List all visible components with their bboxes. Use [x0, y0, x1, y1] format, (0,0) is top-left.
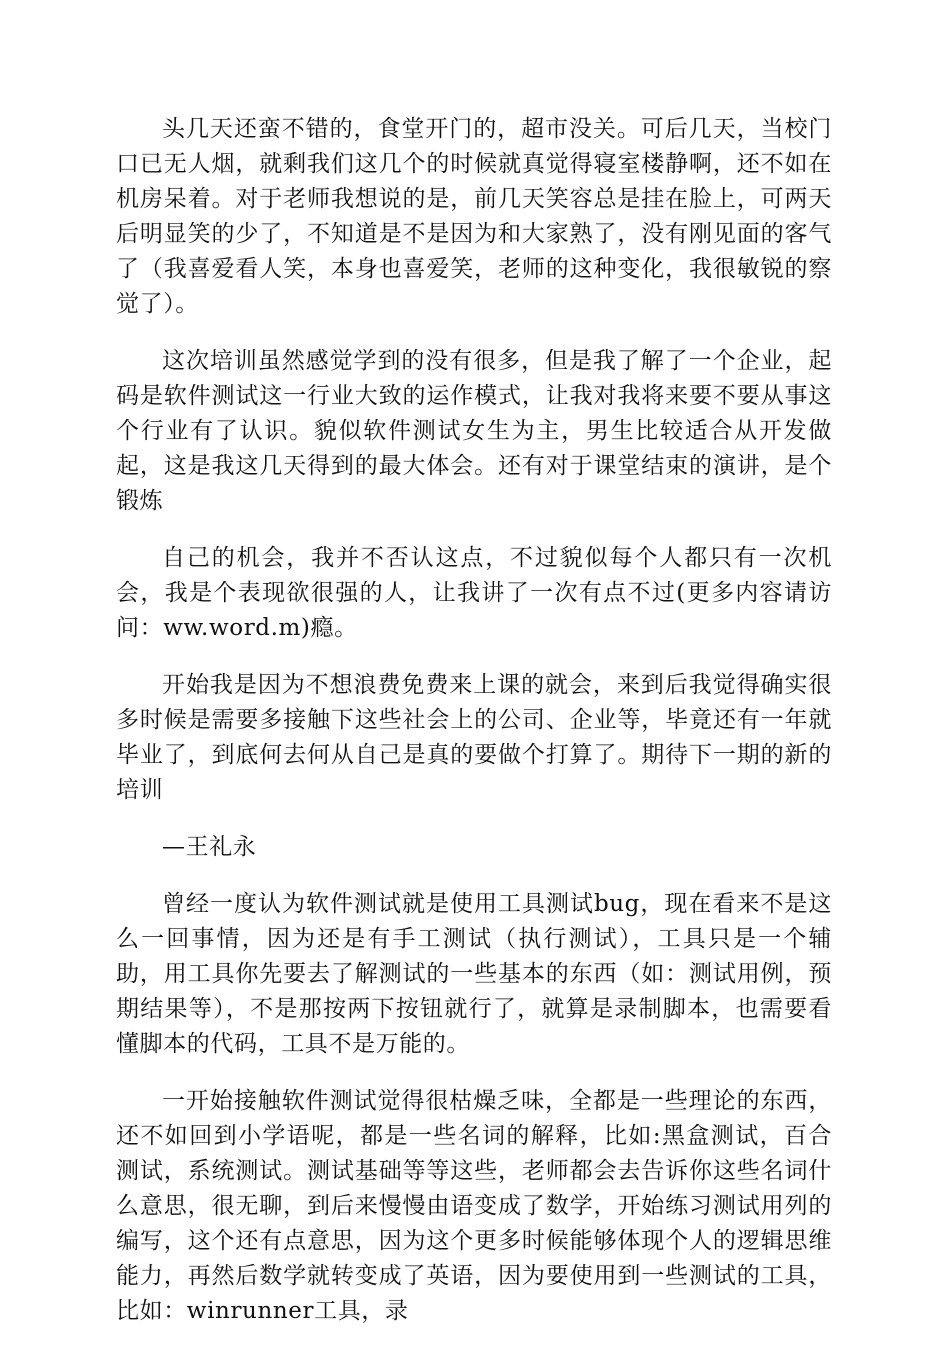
paragraph-1: 头几天还蛮不错的，食堂开门的，超市没关。可后几天，当校门口已无人烟，就剩我们这几个的时候就真觉得寝室楼静啊，还不如在机房呆着。对于老师我想说的是，前几天笑容总是挂在脸上，可两天后明显笑的少了，不知道是不是因为和大家熟了，没有刚见面的客气了（我喜爱看人笑，本身也喜爱笑，老师的这种变化，我很敏锐的察觉了）。: [116, 116, 832, 317]
document-body: [116, 112, 832, 1351]
paragraph-2: 这次培训虽然感觉学到的没有很多，但是我了解了一个企业，起码是软件测试这一行业大致的运作模式，让我对我将来要不要从事这个行业有了认识。貌似软件测试女生为主，男生比较适合从开发做起，这是我这几天得到的最大体会。还有对于课堂结束的演讲，是个锻炼: [116, 348, 832, 514]
author-signature: —王礼永: [162, 834, 257, 860]
paragraph-5: 曾经一度认为软件测试就是使用工具测试bug，现在看来不是这么一回事情，因为还是有手工测试（执行测试），工具只是一个辅助，用工具你先要去了解测试的一些基本的东西（如：测试用例，预期结果等），不是那按两下按钮就行了，就算是录制脚本，也需要看懂脚本的代码，工具不是万能的。: [116, 891, 832, 1057]
paragraph-6: 一开始接触软件测试觉得很枯燥乏味，全都是一些理论的东西，还不如回到小学语呢，都是一些名词的解释，比如:黑盒测试，百合测试，系统测试。测试基础等等这些，老师都会去告诉你这些名词什么意思，很无聊，到后来慢慢由语变成了数学，开始练习测试用列的编写，这个还有点意思，因为这个更多时候能够体现个人的逻辑思维能力，再然后数学就转变成了英语，因为要使用到一些测试的工具，比如：winrunner工具，录: [116, 1088, 832, 1324]
paragraph-3: 自己的机会，我并不否认这点，不过貌似每个人都只有一次机会，我是个表现欲很强的人，让我讲了一次有点不过(更多内容请访问：ww.word.m)瘾。: [116, 545, 832, 641]
paragraph-4: 开始我是因为不想浪费免费来上课的就会，来到后我觉得确实很多时候是需要多接触下这些社会上的公司、企业等，毕竟还有一年就毕业了，到底何去何从自己是真的要做个打算了。期待下一期的新的培训: [116, 672, 832, 803]
